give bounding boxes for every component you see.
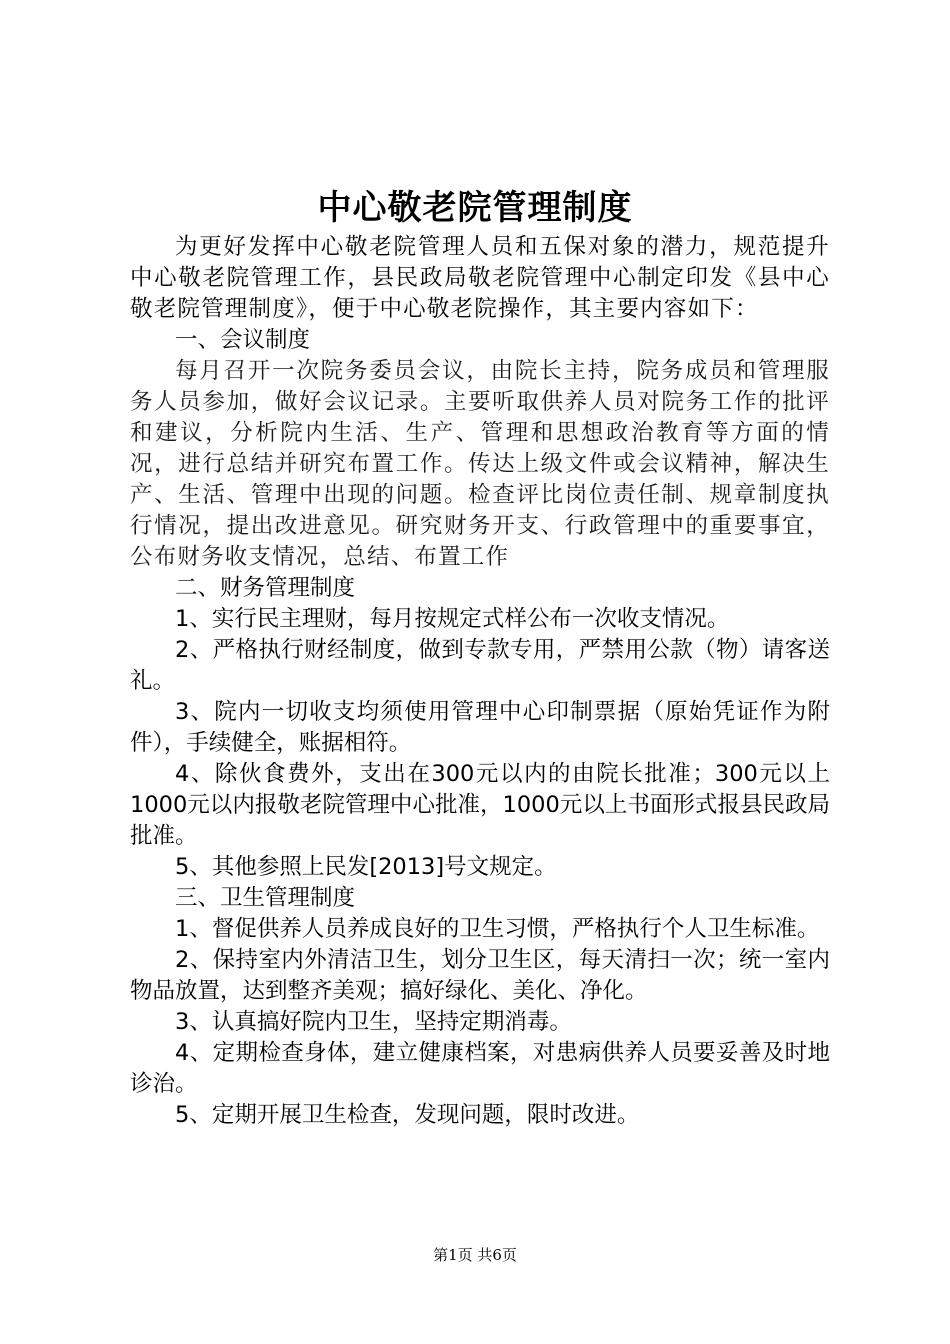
page-title: 中心敬老院管理制度 xyxy=(317,188,633,228)
finance-item: 3、院内一切收支均须使用管理中心印制票据（原始凭证作为附件），手续健全，账据相符。 xyxy=(130,699,830,756)
finance-item: 4、除伙食费外，支出在300元以内的由院长批准；300元以上1000元以内报敬老院管理中心批准，1000元以上书面形式报县民政局批准。 xyxy=(130,761,830,849)
hygiene-item: 5、定期开展卫生检查，发现问题，限时改进。 xyxy=(175,1102,640,1128)
intro-paragraph: 为更好发挥中心敬老院管理人员和五保对象的潜力，规范提升中心敬老院管理工作，县民政局敬老院管理中心制定印发《县中心敬老院管理制度》，便于中心敬老院操作，其主要内容如下： xyxy=(130,234,830,322)
hygiene-item: 2、保持室内外清洁卫生，划分卫生区，每天清扫一次；统一室内物品放置，达到整齐美观；搞好绿化、美化、净化。 xyxy=(130,947,830,1004)
finance-item: 5、其他参照上民发[2013]号文规定。 xyxy=(175,854,557,880)
document-body xyxy=(130,232,830,1131)
finance-item: 2、严格执行财经制度，做到专款专用，严禁用公款（物）请客送礼。 xyxy=(130,637,830,694)
finance-item: 1、实行民主理财，每月按规定式样公布一次收支情况。 xyxy=(175,606,730,632)
section-heading-meeting: 一、会议制度 xyxy=(175,327,311,353)
section-heading-finance: 二、财务管理制度 xyxy=(175,575,356,601)
hygiene-item: 3、认真搞好院内卫生，坚持定期消毒。 xyxy=(175,1009,572,1035)
hygiene-item: 4、定期检查身体，建立健康档案，对患病供养人员要妥善及时地诊治。 xyxy=(130,1040,830,1097)
page-number-footer: 第1页 共6页 xyxy=(433,1246,517,1264)
section-body-meeting: 每月召开一次院务委员会议，由院长主持，院务成员和管理服务人员参加，做好会议记录。主要听取供养人员对院务工作的批评和建议，分析院内生活、生产、管理和思想政治教育等方面的情况，进行总结并研究布置工作。传达上级文件或会议精神，解决生产、生活、管理中出现的问题。检查评比岗位责任制、规章制度执行情况，提出改进意见。研究财务开支、行政管理中的重要事宜，公布财务收支情况，总结、布置工作 xyxy=(130,358,830,570)
section-heading-hygiene: 三、卫生管理制度 xyxy=(175,885,356,911)
hygiene-item: 1、督促供养人员养成良好的卫生习惯，严格执行个人卫生标准。 xyxy=(175,916,820,942)
